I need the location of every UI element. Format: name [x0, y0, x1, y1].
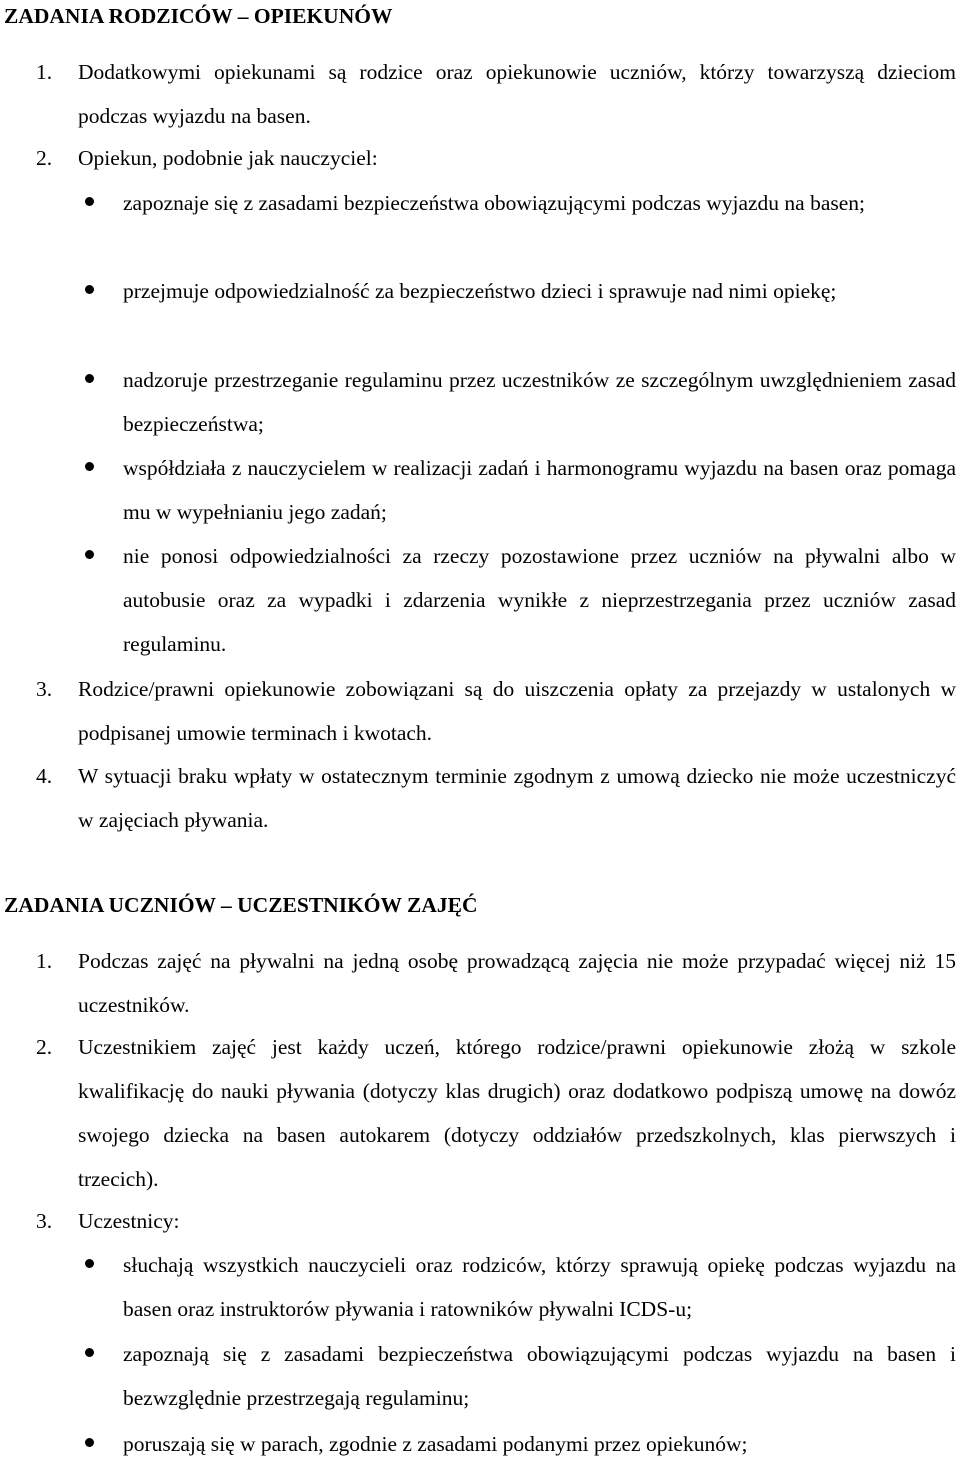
item-number: 3.: [36, 677, 53, 701]
item-number: 2.: [36, 146, 53, 170]
item-text: Podczas zajęć na pływalni na jedną osobę prowadzącą zajęcia nie może przypadać więcej niż 15 uczestników.: [78, 949, 956, 1017]
item-text: Uczestnicy:: [78, 1209, 180, 1233]
bullet-icon: [85, 1438, 94, 1447]
bullet-icon: [85, 462, 94, 471]
bullet-icon: [85, 1259, 94, 1268]
section-heading-parents: ZADANIA RODZICÓW – OPIEKUNÓW: [4, 4, 393, 28]
bullet-text: współdziała z nauczycielem w realizacji zadań i harmonogramu wyjazdu na basen oraz pomaga mu w wypełnianiu jego zadań;: [123, 456, 956, 524]
bullet-text: zapoznają się z zasadami bezpieczeństwa obowiązującymi podczas wyjazdu na basen i bezwzględnie przestrzegają regulaminu;: [123, 1342, 956, 1410]
bullet-text: nadzoruje przestrzeganie regulaminu przez uczestników ze szczególnym uwzględnieniem zasad bezpieczeństwa;: [123, 368, 956, 436]
bullet-text: poruszają się w parach, zgodnie z zasadami podanymi przez opiekunów;: [123, 1432, 748, 1456]
item-text: Opiekun, podobnie jak nauczyciel:: [78, 146, 378, 170]
bullet-icon: [85, 550, 94, 559]
bullet-text: słuchają wszystkich nauczycieli oraz rodziców, którzy sprawują opiekę podczas wyjazdu na basen oraz instruktorów pływania i ratowników pływalni ICDS-u;: [123, 1253, 956, 1321]
bullet-icon: [85, 285, 94, 294]
bullet-text: zapoznaje się z zasadami bezpieczeństwa obowiązującymi podczas wyjazdu na basen;: [123, 191, 866, 215]
bullet-icon: [85, 197, 94, 206]
item-text: Rodzice/prawni opiekunowie zobowiązani są do uiszczenia opłaty za przejazdy w ustalonych w podpisanej umowie terminach i kwotach.: [78, 677, 956, 745]
item-text: W sytuacji braku wpłaty w ostatecznym terminie zgodnym z umową dziecko nie może uczestniczyć w zajęciach pływania.: [78, 764, 956, 832]
item-number: 2.: [36, 1035, 53, 1059]
item-number: 1.: [36, 60, 53, 84]
item-number: 3.: [36, 1209, 53, 1233]
bullet-icon: [85, 1348, 94, 1357]
bullet-text: przejmuje odpowiedzialność za bezpieczeństwo dzieci i sprawuje nad nimi opiekę;: [123, 279, 837, 303]
section-heading-students: ZADANIA UCZNIÓW – UCZESTNIKÓW ZAJĘĆ: [4, 893, 478, 917]
item-number: 1.: [36, 949, 53, 973]
item-number: 4.: [36, 764, 53, 788]
bullet-icon: [85, 374, 94, 383]
item-text: Uczestnikiem zajęć jest każdy uczeń, którego rodzice/prawni opiekunowie złożą w szkole kwalifikację do nauki pływania (dotyczy klas drugich) oraz dodatkowo podpiszą umowę na dowóz swojego dziecka na basen autokarem (dotyczy oddziałów przedszkolnych, klas pierwszych i trzecich).: [78, 1035, 956, 1191]
item-text: Dodatkowymi opiekunami są rodzice oraz opiekunowie uczniów, którzy towarzyszą dzieciom podczas wyjazdu na basen.: [78, 60, 956, 128]
bullet-text: nie ponosi odpowiedzialności za rzeczy pozostawione przez uczniów na pływalni albo w autobusie oraz za wypadki i zdarzenia wynikłe z nieprzestrzegania przez uczniów zasad regulaminu.: [123, 544, 956, 656]
